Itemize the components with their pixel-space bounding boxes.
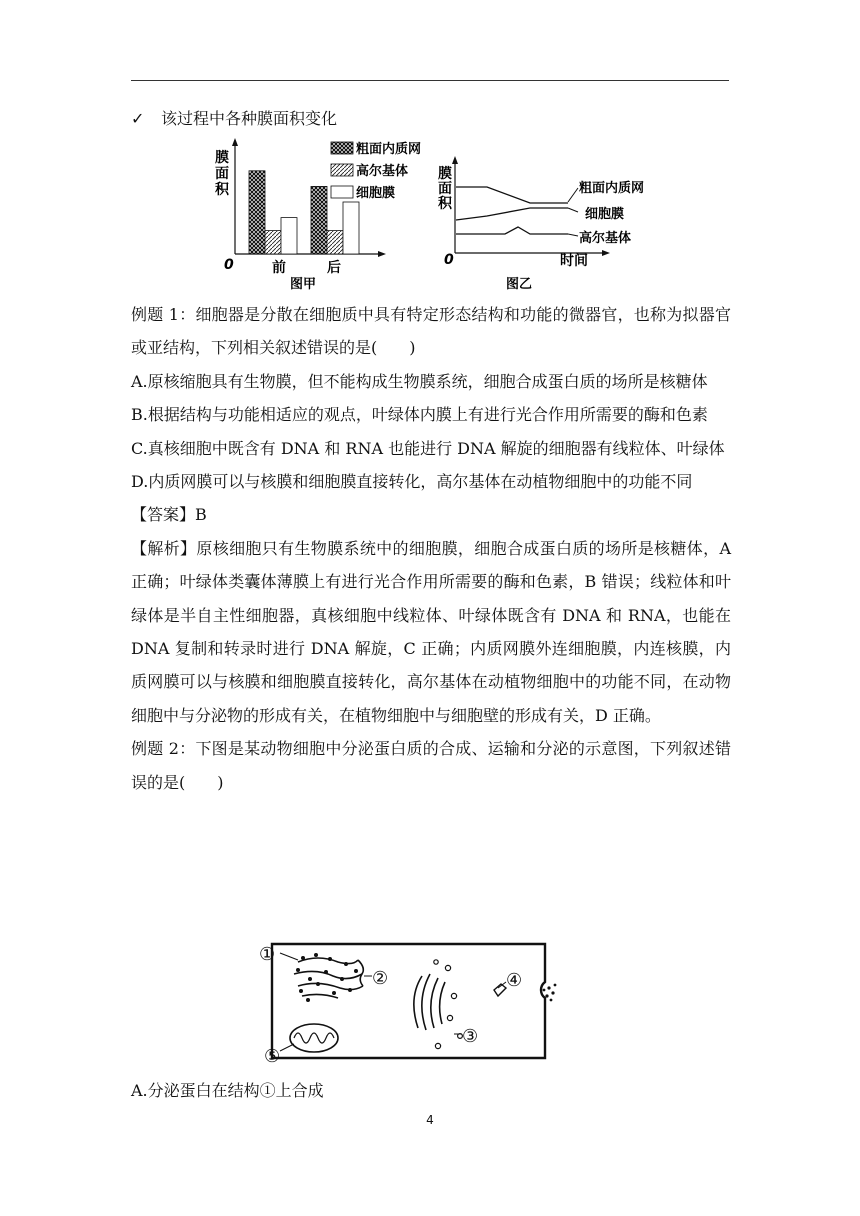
bar-cell-membrane-after — [343, 202, 359, 254]
legend-swatch-rough-er — [331, 142, 353, 154]
yi-line-cell-membrane — [456, 208, 568, 220]
secretory-cell-diagram — [258, 938, 558, 1066]
rough-er-structure — [294, 958, 363, 998]
bar-rough-er-before — [249, 171, 265, 254]
yi-label-golgi: 高尔基体 — [579, 231, 632, 246]
example1-option-a: A.原核缩胞具有生物膜，但不能构成生物膜系统，细胞合成蛋白质的场所是核糖体 — [131, 371, 708, 391]
label-2: ② — [372, 968, 389, 989]
yi-ylabel-2: 面 — [438, 181, 452, 197]
legend-label-golgi: 高尔基体 — [356, 164, 409, 179]
label-5: ⑤ — [264, 1046, 281, 1066]
bar-golgi-after — [327, 231, 343, 254]
yi-y-arrow — [452, 156, 458, 164]
legend-label-rough-er: 粗面内质网 — [356, 142, 422, 157]
yi-ylabel-1: 膜 — [438, 166, 452, 182]
example1-answer: 【答案】B — [131, 505, 207, 525]
legend-swatch-cell-membrane — [331, 186, 353, 198]
yi-origin: 0 — [444, 252, 454, 268]
jia-ylabel-1: 膜 — [215, 150, 229, 166]
example2-option-a: A.分泌蛋白在结构①上合成 — [131, 1081, 324, 1100]
jia-x-arrow — [378, 251, 386, 257]
legend-swatch-golgi — [331, 164, 353, 176]
jia-ylabel-2: 面 — [215, 166, 229, 182]
secretory-vesicles — [434, 960, 463, 1049]
label-3: ③ — [462, 1026, 479, 1047]
bullet-text: 该过程中各种膜面积变化 — [161, 109, 338, 128]
jia-ylabel-3: 积 — [215, 182, 229, 198]
yi-x-arrow — [602, 250, 610, 256]
yi-line-golgi — [456, 227, 568, 234]
example1-question: 例题 1：细胞器是分散在细胞质中具有特定形态结构和功能的微器官，也称为拟器官或亚结构，下列相关叙述错误的是( ) — [131, 305, 731, 358]
example1-explanation: 【解析】原核细胞只有生物膜系统中的细胞膜，细胞合成蛋白质的场所是核糖体，A 正确；叶绿体类囊体薄膜上有进行光合作用所需要的酶和色素，B 错误；线粒体和叶绿体是半自主性细胞器，真核细胞中线粒体、叶绿体既含有 DNA 和 RNA，也能在 DNA 复制和转录时进行 DNA 解旋，C 正确；内质网膜外连细胞膜，内连核膜，内质网膜可以与核膜和细胞膜直接转化，高尔基体在动植物细胞中的功能不同，在动物细胞中与分泌物的形成有关，在植物细胞中与细胞壁的形成有关，D 正确。 — [131, 538, 731, 725]
jia-category-after: 后 — [327, 260, 341, 276]
example2-question: 例题 2：下图是某动物细胞中分泌蛋白质的合成、运输和分泌的示意图，下列叙述错误的是( ) — [131, 739, 731, 792]
page-number: 4 — [426, 1113, 434, 1127]
yi-xlabel: 时间 — [560, 253, 588, 269]
label-1: ① — [259, 944, 276, 965]
bar-rough-er-after — [311, 186, 327, 254]
jia-category-before: 前 — [272, 260, 286, 276]
yi-leader-rough-er — [568, 188, 578, 202]
yi-line-rough-er — [456, 187, 568, 203]
mitochondrion-structure — [290, 1024, 338, 1052]
bar-cell-membrane-before — [281, 218, 297, 254]
yi-leader-cell-membrane — [568, 208, 578, 212]
membrane-area-figures — [200, 136, 680, 296]
example1-option-c: C.真核细胞中既含有 DNA 和 RNA 也能进行 DNA 解旋的细胞器有线粒体、叶绿体 — [131, 438, 725, 458]
bullet-line — [131, 108, 337, 130]
jia-origin: 0 — [224, 257, 234, 273]
yi-label-rough-er: 粗面内质网 — [579, 181, 645, 196]
yi-label-cell-membrane: 细胞膜 — [585, 207, 625, 222]
example1-option-b: B.根据结构与功能相适应的观点，叶绿体内膜上有进行光合作用所需要的酶和色素 — [131, 405, 708, 425]
yi-leader-golgi — [568, 234, 578, 236]
body-text — [131, 298, 731, 799]
example1-option-d: D.内质网膜可以与核膜和细胞膜直接转化，高尔基体在动植物细胞中的功能不同 — [131, 472, 693, 492]
transport-vesicle — [494, 984, 506, 996]
cell-membrane-outline — [272, 944, 545, 1058]
figure-jia — [215, 138, 421, 292]
golgi-stack — [414, 974, 445, 1030]
example2-option-a-block — [131, 1074, 731, 1107]
legend-label-cell-membrane: 细胞膜 — [356, 186, 396, 201]
bar-golgi-before — [265, 231, 281, 254]
figure-yi — [438, 156, 644, 292]
jia-caption: 图甲 — [290, 277, 317, 292]
yi-caption: 图乙 — [506, 277, 533, 292]
header-rule — [131, 80, 729, 81]
label-4: ④ — [506, 970, 523, 991]
jia-y-arrow — [232, 138, 238, 146]
checkmark-icon: ✓ — [131, 109, 145, 128]
yi-ylabel-3: 积 — [438, 196, 452, 212]
